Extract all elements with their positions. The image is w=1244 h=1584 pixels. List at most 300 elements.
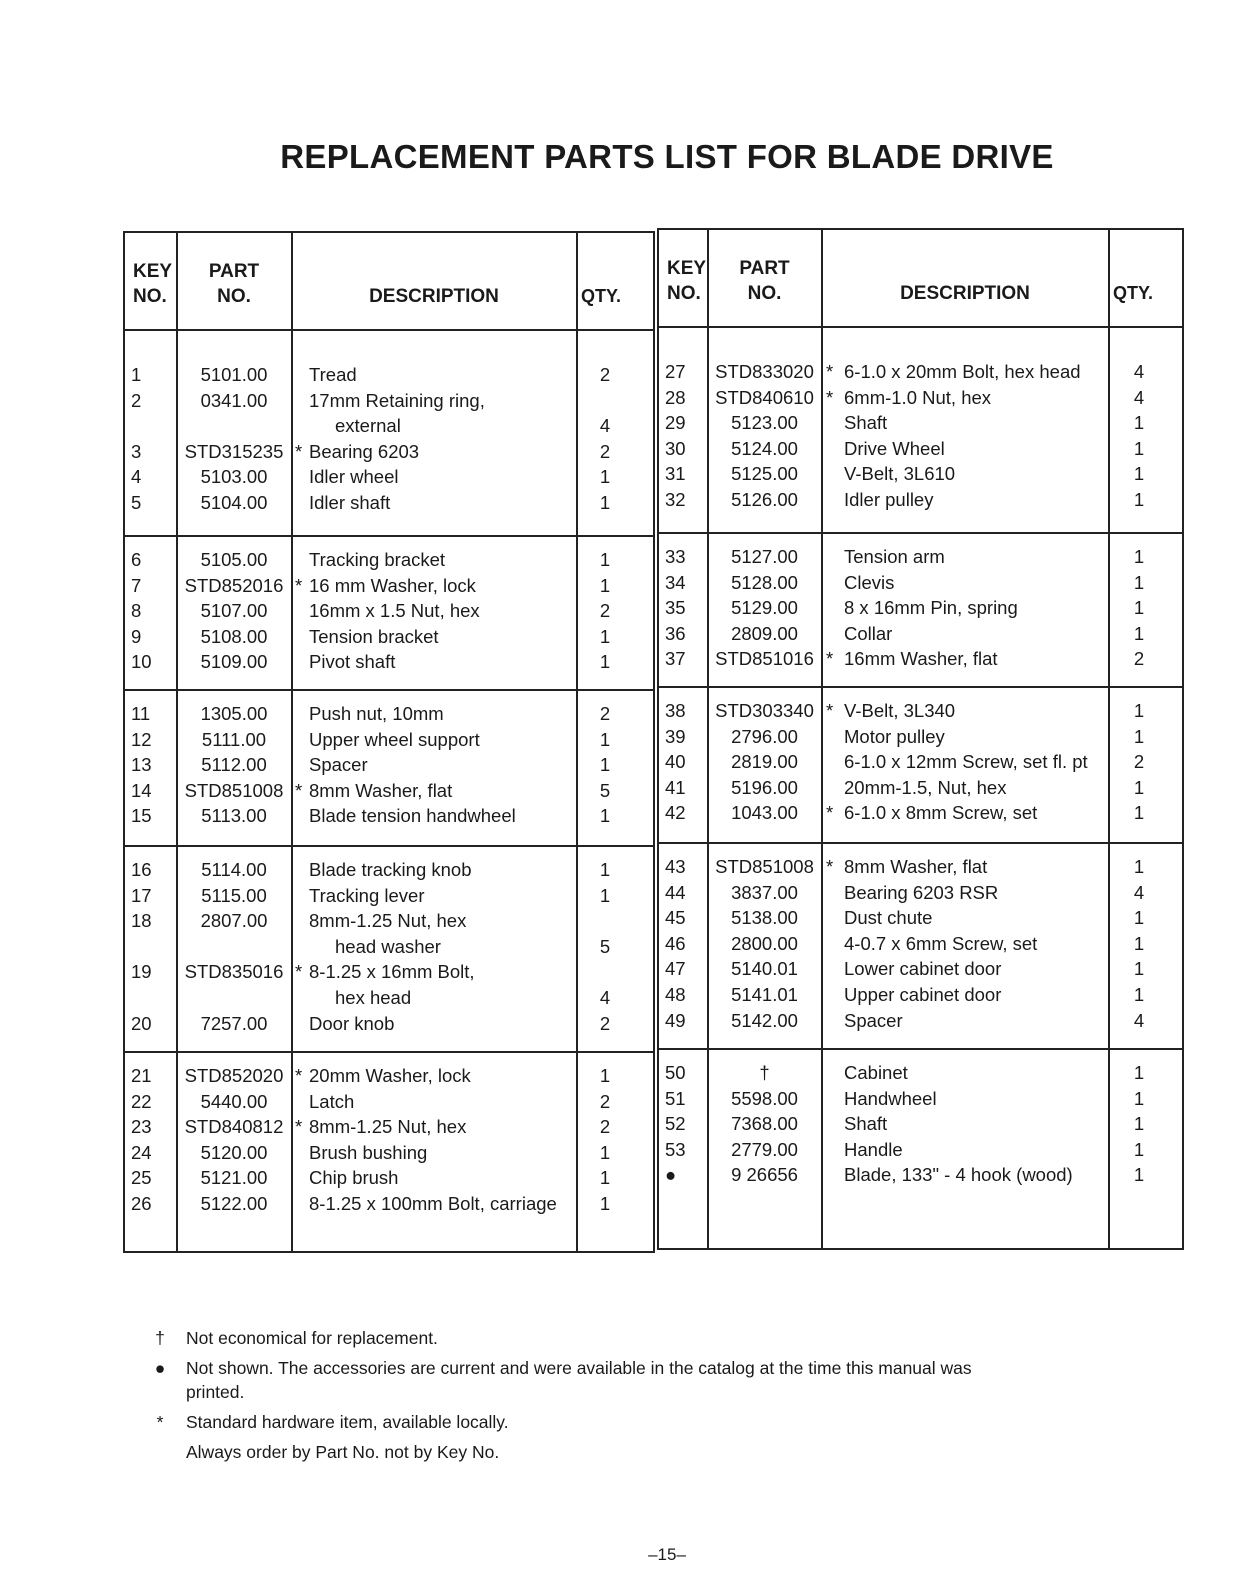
description-cell: Spacer xyxy=(844,1009,903,1031)
table-row xyxy=(125,803,653,828)
description-cell: 8mm-1.25 Nut, hex xyxy=(309,910,467,932)
table-row xyxy=(125,362,653,387)
description-cell: Drive Wheel xyxy=(844,437,945,459)
key-no-cell: 48 xyxy=(665,984,686,1005)
table-row xyxy=(125,857,653,882)
table-row xyxy=(125,598,653,623)
part-no-cell: 5127.00 xyxy=(731,546,798,567)
key-no-cell: 4 xyxy=(131,466,142,488)
part-no-cell: 5108.00 xyxy=(200,625,268,647)
table-row xyxy=(659,982,1182,1007)
description-cell: Handle xyxy=(844,1138,903,1160)
part-no-cell: 5598.00 xyxy=(731,1087,798,1109)
description-cell: 8mm Washer, flat xyxy=(309,779,453,801)
key-no-cell: 7 xyxy=(131,574,142,596)
table-row xyxy=(125,934,653,959)
description-cell: Idler shaft xyxy=(309,492,391,513)
description-cell: Tracking bracket xyxy=(309,549,446,570)
description-cell: Pivot shaft xyxy=(309,651,396,673)
part-no-cell: STD852016 xyxy=(184,574,284,596)
qty-cell: 1 xyxy=(1133,571,1145,593)
key-no-cell: 22 xyxy=(131,1090,152,1112)
table-row xyxy=(659,1086,1182,1111)
key-no-cell: 12 xyxy=(131,728,152,750)
description-cell: 16 mm Washer, lock xyxy=(309,574,476,596)
part-no-cell: 2779.00 xyxy=(731,1138,798,1160)
part-no-cell: 5141.01 xyxy=(731,984,798,1005)
table-row xyxy=(659,359,1182,384)
description-cell: external xyxy=(335,415,401,437)
part-no-cell: 5122.00 xyxy=(200,1193,268,1214)
part-no-cell: 5142.00 xyxy=(731,1009,798,1031)
part-no-cell: STD851008 xyxy=(184,779,284,801)
description-cell: 6-1.0 x 20mm Bolt, hex head xyxy=(844,361,1081,382)
description-cell: 6mm-1.0 Nut, hex xyxy=(844,386,992,408)
part-no-cell: STD852020 xyxy=(184,1065,284,1086)
part-no-cell: 7257.00 xyxy=(200,1012,268,1034)
part-no-cell: 5121.00 xyxy=(200,1167,268,1189)
key-no-cell: 32 xyxy=(665,489,686,510)
part-no-cell: 3837.00 xyxy=(731,881,798,903)
table-row xyxy=(659,1137,1182,1162)
header-qty: QTY. xyxy=(581,286,622,306)
part-no-cell: 5128.00 xyxy=(731,571,798,593)
part-no-cell: STD851016 xyxy=(715,648,814,670)
description-cell: 17mm Retaining ring, xyxy=(309,389,485,411)
asterisk-icon: * xyxy=(156,1412,164,1432)
key-no-cell: 39 xyxy=(665,725,686,747)
key-no-cell: 35 xyxy=(665,597,686,619)
standard-hardware-marker: * xyxy=(295,1065,303,1086)
part-no-cell: 5196.00 xyxy=(731,776,798,798)
part-no-cell: 2800.00 xyxy=(731,932,798,954)
description-cell: 4-0.7 x 6mm Screw, set xyxy=(844,932,1038,954)
table-row xyxy=(125,1114,653,1139)
table-row xyxy=(125,883,653,908)
page-title: REPLACEMENT PARTS LIST FOR BLADE DRIVE xyxy=(280,138,1054,175)
description-cell: Bearing 6203 RSR xyxy=(844,881,999,903)
standard-hardware-marker: * xyxy=(826,856,834,877)
description-cell: Cabinet xyxy=(844,1062,908,1083)
part-no-cell: STD833020 xyxy=(715,361,814,382)
part-no-cell: 5114.00 xyxy=(201,859,267,880)
qty-cell: 2 xyxy=(1133,751,1145,773)
table-row xyxy=(125,701,653,726)
qty-cell: 4 xyxy=(599,415,611,437)
key-no-cell: 2 xyxy=(131,389,142,411)
qty-cell: 1 xyxy=(1133,463,1145,485)
part-no-cell: 5103.00 xyxy=(200,466,268,488)
qty-cell: 1 xyxy=(1133,489,1145,510)
standard-hardware-marker: * xyxy=(826,700,834,721)
qty-cell: 4 xyxy=(1133,361,1145,382)
key-no-cell: 19 xyxy=(131,961,152,983)
part-no-cell: 5107.00 xyxy=(200,600,268,622)
header-part-no: PART NO. xyxy=(739,258,790,304)
part-no-cell: STD840610 xyxy=(715,386,814,408)
table-row xyxy=(659,931,1182,956)
description-cell: Blade, 133" - 4 hook (wood) xyxy=(844,1164,1073,1186)
part-no-cell: 2819.00 xyxy=(731,751,798,773)
part-no-cell: 5105.00 xyxy=(200,549,268,570)
table-row xyxy=(659,1111,1182,1136)
part-no-cell: STD835016 xyxy=(184,961,284,983)
table-row xyxy=(659,436,1182,461)
key-no-cell: 5 xyxy=(131,492,142,513)
standard-hardware-marker: * xyxy=(295,961,303,983)
key-no-cell: 6 xyxy=(131,549,142,570)
key-no-cell: 53 xyxy=(665,1138,686,1160)
qty-cell: 5 xyxy=(599,935,611,957)
qty-cell: 1 xyxy=(599,884,611,906)
table-row xyxy=(659,544,1182,569)
part-no-cell: 1305.00 xyxy=(200,703,268,724)
description-cell: 16mm x 1.5 Nut, hex xyxy=(309,600,480,622)
description-cell: 6-1.0 x 12mm Screw, set fl. pt xyxy=(844,751,1088,773)
part-no-cell: 7368.00 xyxy=(731,1113,798,1135)
table-row xyxy=(659,956,1182,981)
table-row xyxy=(125,985,653,1010)
table-row xyxy=(659,698,1182,723)
table-row xyxy=(659,1162,1182,1187)
description-cell: Idler pulley xyxy=(844,489,934,510)
key-no-cell: 33 xyxy=(665,546,686,567)
table-row xyxy=(125,1089,653,1114)
key-no-cell: 51 xyxy=(665,1087,686,1109)
table-row xyxy=(125,778,653,803)
standard-hardware-marker: * xyxy=(295,1116,303,1138)
table-row xyxy=(659,1008,1182,1033)
qty-cell: 4 xyxy=(599,987,611,1008)
table-row xyxy=(659,621,1182,646)
part-no-cell: 5126.00 xyxy=(731,489,798,510)
description-cell: Clevis xyxy=(844,571,895,593)
key-no-cell: 41 xyxy=(665,776,686,798)
table-row xyxy=(125,908,653,933)
part-no-cell: STD840812 xyxy=(184,1116,284,1138)
key-no-cell: 23 xyxy=(131,1116,152,1138)
qty-cell: 4 xyxy=(1133,1009,1145,1031)
header-description: DESCRIPTION xyxy=(900,283,1030,304)
part-no-cell: STD851008 xyxy=(715,856,814,877)
key-no-cell: 42 xyxy=(665,802,686,824)
description-cell: Handwheel xyxy=(844,1087,937,1109)
qty-cell: 1 xyxy=(1133,622,1145,644)
qty-cell: 1 xyxy=(1133,776,1145,798)
description-cell: Tension bracket xyxy=(309,625,439,647)
table-row xyxy=(659,880,1182,905)
qty-cell: 1 xyxy=(599,1065,611,1086)
qty-cell: 1 xyxy=(599,1193,611,1214)
description-cell: Tread xyxy=(309,364,357,385)
key-no-cell: 46 xyxy=(665,932,686,954)
description-cell: Spacer xyxy=(309,754,368,776)
part-no-cell: 5111.00 xyxy=(201,728,267,750)
description-cell: hex head xyxy=(335,987,412,1008)
qty-cell: 1 xyxy=(1133,700,1145,721)
table-row xyxy=(659,646,1182,671)
part-no-cell: 5109.00 xyxy=(200,651,268,673)
description-cell: Bearing 6203 xyxy=(309,440,420,462)
description-cell: 20mm Washer, lock xyxy=(309,1065,471,1086)
table-row xyxy=(659,461,1182,486)
part-no-cell: 9 26656 xyxy=(731,1164,798,1186)
key-no-cell: 50 xyxy=(665,1062,686,1083)
standard-hardware-marker: * xyxy=(826,648,834,670)
qty-cell: 2 xyxy=(599,1116,611,1138)
part-no-cell: 5440.00 xyxy=(200,1090,268,1112)
key-no-cell: 25 xyxy=(131,1167,152,1189)
part-no-cell: 5124.00 xyxy=(731,437,798,459)
description-cell: Motor pulley xyxy=(844,725,945,747)
description-cell: V-Belt, 3L610 xyxy=(844,463,956,485)
key-no-cell: 16 xyxy=(131,859,152,880)
key-no-cell: 20 xyxy=(131,1012,152,1034)
key-no-cell: 52 xyxy=(665,1113,686,1135)
part-no-cell: 5123.00 xyxy=(731,412,798,434)
key-no-cell: 38 xyxy=(665,700,686,721)
description-cell: Tracking lever xyxy=(309,884,425,906)
table-row xyxy=(125,490,653,515)
key-no-cell: 34 xyxy=(665,571,686,593)
qty-cell: 2 xyxy=(599,600,611,622)
qty-cell: 1 xyxy=(1133,1138,1145,1160)
description-cell: 6-1.0 x 8mm Screw, set xyxy=(844,802,1038,824)
part-no-cell: 5129.00 xyxy=(731,597,798,619)
description-cell: 8mm-1.25 Nut, hex xyxy=(309,1116,467,1138)
table-row xyxy=(125,1191,653,1216)
qty-cell: 1 xyxy=(1133,932,1145,954)
table-row xyxy=(125,439,653,464)
part-no-cell: † xyxy=(759,1062,770,1083)
part-no-cell: 5104.00 xyxy=(200,492,268,513)
key-no-cell: 29 xyxy=(665,412,686,434)
description-cell: 8-1.25 x 16mm Bolt, xyxy=(309,961,475,983)
table-row xyxy=(125,959,653,984)
table-row xyxy=(125,1063,653,1088)
key-no-cell: 11 xyxy=(131,703,151,724)
key-no-cell: 9 xyxy=(131,625,142,647)
part-no-cell: STD315235 xyxy=(184,440,284,462)
part-no-cell: 0341.00 xyxy=(200,389,268,411)
description-cell: Dust chute xyxy=(844,907,933,929)
key-no-cell: 43 xyxy=(665,856,686,877)
key-no-cell: 10 xyxy=(131,651,152,673)
key-no-cell: 1 xyxy=(131,364,142,385)
qty-cell: 1 xyxy=(599,574,611,596)
parts-table-right xyxy=(657,228,1184,1250)
table-row xyxy=(659,854,1182,879)
table-row xyxy=(125,573,653,598)
footnote-order-instruction: Always order by Part No. not by Key No. xyxy=(186,1442,500,1462)
description-cell: Shaft xyxy=(844,412,888,434)
qty-cell: 1 xyxy=(599,492,611,513)
description-cell: Collar xyxy=(844,622,893,644)
part-no-cell: 2807.00 xyxy=(200,910,268,932)
part-no-cell: 2796.00 xyxy=(731,725,798,747)
dagger-icon: † xyxy=(155,1328,165,1348)
qty-cell: 1 xyxy=(1133,802,1145,824)
qty-cell: 1 xyxy=(1133,856,1145,877)
qty-cell: 1 xyxy=(1133,984,1145,1005)
qty-cell: 2 xyxy=(599,1012,611,1034)
table-row xyxy=(659,800,1182,825)
qty-cell: 1 xyxy=(599,1141,611,1163)
description-cell: 16mm Washer, flat xyxy=(844,648,998,670)
bullet-icon: ● xyxy=(154,1358,166,1378)
key-no-cell: 36 xyxy=(665,622,686,644)
standard-hardware-marker: * xyxy=(295,574,303,596)
header-part-no: PART NO. xyxy=(208,261,260,307)
table-row xyxy=(125,1140,653,1165)
table-row xyxy=(659,385,1182,410)
qty-cell: 2 xyxy=(1133,648,1145,670)
part-no-cell: 5120.00 xyxy=(200,1141,268,1163)
parts-table-left xyxy=(123,231,655,1253)
key-no-cell: 13 xyxy=(131,754,152,776)
qty-cell: 1 xyxy=(1133,1113,1145,1135)
qty-cell: 1 xyxy=(599,466,611,488)
qty-cell: 1 xyxy=(599,859,611,880)
key-no-cell: 15 xyxy=(131,805,152,827)
table-row xyxy=(125,752,653,777)
key-no-cell: 21 xyxy=(131,1065,152,1086)
description-cell: Push nut, 10mm xyxy=(309,703,444,724)
description-cell: V-Belt, 3L340 xyxy=(844,700,956,721)
key-no-cell: 14 xyxy=(131,779,152,801)
qty-cell: 1 xyxy=(1133,725,1145,747)
table-row xyxy=(659,410,1182,435)
table-row xyxy=(659,595,1182,620)
description-cell: Shaft xyxy=(844,1113,888,1135)
table-row xyxy=(125,464,653,489)
qty-cell: 1 xyxy=(599,754,611,776)
qty-cell: 1 xyxy=(599,1167,611,1189)
description-cell: head washer xyxy=(335,935,441,957)
table-row xyxy=(125,413,653,438)
key-no-cell: 45 xyxy=(665,907,686,929)
table-row xyxy=(659,905,1182,930)
description-cell: Lower cabinet door xyxy=(844,958,1002,980)
part-no-cell: STD303340 xyxy=(715,700,814,721)
key-no-cell: 40 xyxy=(665,751,686,773)
table-row xyxy=(125,727,653,752)
standard-hardware-marker: * xyxy=(295,440,303,462)
footnote-not-economical: † Not economical for replacement. xyxy=(150,1326,1006,1350)
qty-cell: 2 xyxy=(599,703,611,724)
page-number: –15– xyxy=(648,1545,686,1564)
table-row xyxy=(659,724,1182,749)
header-description: DESCRIPTION xyxy=(369,286,499,307)
qty-cell: 1 xyxy=(1133,597,1145,619)
key-no-cell: 44 xyxy=(665,881,686,903)
part-no-cell: 5112.00 xyxy=(201,754,267,776)
table-row xyxy=(659,570,1182,595)
footnotes xyxy=(150,1326,1006,1470)
qty-cell: 4 xyxy=(1133,881,1145,903)
qty-cell: 4 xyxy=(1133,386,1145,408)
qty-cell: 1 xyxy=(599,549,611,570)
key-no-cell: 26 xyxy=(131,1193,152,1214)
qty-cell: 1 xyxy=(1133,958,1145,980)
qty-cell: 2 xyxy=(599,364,611,385)
key-no-cell: 18 xyxy=(131,910,152,932)
key-no-cell: 37 xyxy=(665,648,686,670)
key-no-cell: ● xyxy=(665,1164,677,1186)
qty-cell: 1 xyxy=(599,805,611,827)
description-cell: Brush bushing xyxy=(309,1141,428,1163)
table-row xyxy=(125,388,653,413)
description-cell: Upper wheel support xyxy=(309,728,480,750)
qty-cell: 2 xyxy=(599,440,611,462)
qty-cell: 1 xyxy=(1133,412,1145,434)
description-cell: 20mm-1.5, Nut, hex xyxy=(844,776,1007,798)
description-cell: Door knob xyxy=(309,1012,395,1034)
qty-cell: 5 xyxy=(599,779,611,801)
key-no-cell: 47 xyxy=(665,958,686,980)
table-row xyxy=(659,1060,1182,1085)
part-no-cell: 5115.00 xyxy=(201,884,267,906)
table-row xyxy=(125,624,653,649)
footnote-not-shown: ● Not shown. The accessories are current and were available in the catalog at the time this manual was printed. xyxy=(150,1356,1006,1404)
table-row xyxy=(659,775,1182,800)
description-cell: Tension arm xyxy=(844,546,945,567)
qty-cell: 1 xyxy=(1133,1062,1145,1083)
description-cell: Latch xyxy=(309,1090,355,1112)
key-no-cell: 3 xyxy=(131,440,142,462)
description-cell: Blade tracking knob xyxy=(309,859,472,880)
key-no-cell: 24 xyxy=(131,1141,152,1163)
table-row xyxy=(659,749,1182,774)
key-no-cell: 49 xyxy=(665,1009,686,1031)
qty-cell: 1 xyxy=(1133,437,1145,459)
part-no-cell: 2809.00 xyxy=(731,622,798,644)
standard-hardware-marker: * xyxy=(295,779,303,801)
header-key-no: KEY NO. xyxy=(667,258,707,304)
qty-cell: 1 xyxy=(599,728,611,750)
part-no-cell: 5101.00 xyxy=(200,364,268,385)
standard-hardware-marker: * xyxy=(826,802,834,824)
header-qty: QTY. xyxy=(1113,283,1154,303)
part-no-cell: 1043.00 xyxy=(731,802,798,824)
qty-cell: 1 xyxy=(599,651,611,673)
table-row xyxy=(125,649,653,674)
qty-cell: 1 xyxy=(1133,546,1145,567)
table-row xyxy=(125,1165,653,1190)
key-no-cell: 31 xyxy=(665,463,686,485)
key-no-cell: 30 xyxy=(665,437,686,459)
standard-hardware-marker: * xyxy=(826,361,834,382)
key-no-cell: 17 xyxy=(131,884,152,906)
key-no-cell: 8 xyxy=(131,600,142,622)
key-no-cell: 27 xyxy=(665,361,686,382)
header-key-no: KEY NO. xyxy=(133,261,173,307)
description-cell: 8-1.25 x 100mm Bolt, carriage xyxy=(309,1193,557,1214)
qty-cell: 1 xyxy=(1133,1087,1145,1109)
table-row xyxy=(125,547,653,572)
description-cell: 8mm Washer, flat xyxy=(844,856,988,877)
table-row xyxy=(125,1011,653,1036)
footnote-standard-hardware: * Standard hardware item, available locally. xyxy=(150,1410,1006,1434)
qty-cell: 1 xyxy=(599,625,611,647)
part-no-cell: 5113.00 xyxy=(201,805,267,827)
description-cell: Idler wheel xyxy=(309,466,399,488)
description-cell: 8 x 16mm Pin, spring xyxy=(844,597,1018,619)
table-row xyxy=(659,487,1182,512)
description-cell: Upper cabinet door xyxy=(844,984,1002,1005)
qty-cell: 1 xyxy=(1133,1164,1145,1186)
qty-cell: 2 xyxy=(599,1090,611,1112)
